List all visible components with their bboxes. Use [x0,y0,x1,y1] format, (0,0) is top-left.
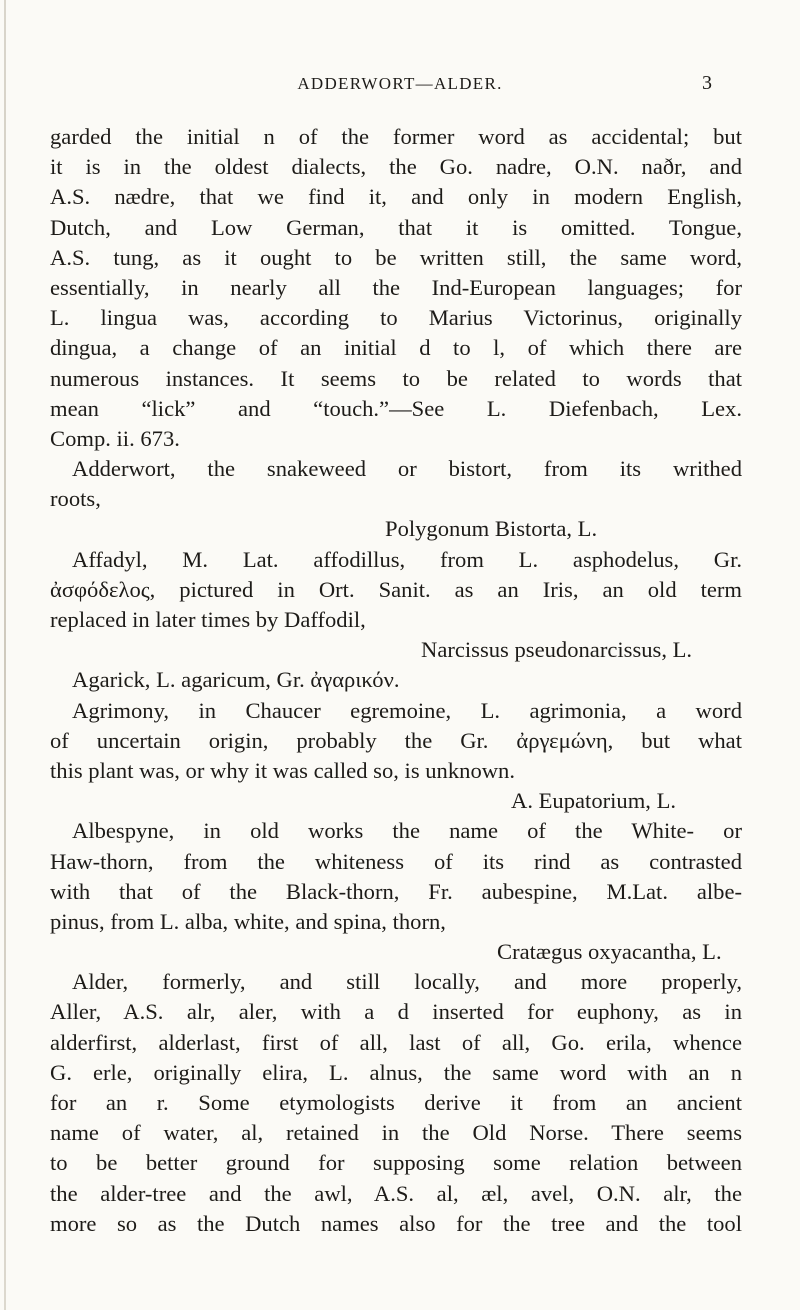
text-line-content: Comp. ii. 673. [50,425,180,451]
text-line-content: name of water, al, retained in the Old Norse. There seems [50,1120,742,1146]
text-line-content: A.S. nædre, that we find it, and only in modern English, [50,184,742,210]
text-line [0,847,800,877]
text-line-content: it is in the oldest dialects, the Go. nadre, O.N. naðr, and [50,154,742,180]
text-line-content: roots, [50,486,101,512]
text-line [0,665,800,695]
text-line-content: the alder-tree and the awl, A.S. al, æl, avel, O.N. alr, the [50,1180,742,1206]
text-line [0,484,800,514]
text-line-content: to be better ground for supposing some relation between [50,1150,742,1176]
text-line [0,605,800,635]
text-line [0,997,800,1027]
text-line-content: of uncertain origin, probably the Gr. ἀργεμώνη, but what [50,727,742,753]
text-line-content: replaced in later times by Daffodil, [50,607,366,632]
text-line-content: Aller, A.S. alr, aler, with a d inserted for euphony, as in [50,999,742,1025]
text-line [0,333,800,363]
text-line [0,756,800,786]
text-line-content: Cratægus oxyacantha, L. [497,939,722,965]
text-line-content: mean “lick” and “touch.”—See L. Diefenbach, Lex. [50,395,742,421]
text-line-content: Adderwort, the snakeweed or bistort, from its writhed [72,456,742,482]
text-line-content: A.S. tung, as it ought to be written still, the same word, [50,244,742,270]
text-line-content: Dutch, and Low German, that it is omitted. Tongue, [50,214,742,240]
text-line [0,1028,800,1058]
text-line-content: dingua, a change of an initial d to l, of which there are [50,335,742,361]
text-line-content: Haw-thorn, from the whiteness of its rind as contrasted [50,848,742,874]
text-line [0,907,800,937]
text-line [0,243,800,273]
text-line [0,696,800,726]
text-line [0,1209,800,1239]
text-line-content: G. erle, originally elira, L. alnus, the same word with an n [50,1059,742,1085]
text-line [0,786,800,816]
text-line-content: Agrimony, in Chaucer egremoine, L. agrimonia, a word [72,697,742,723]
text-line [0,545,800,575]
text-line [0,726,800,756]
text-line [0,937,800,967]
text-line [0,575,800,605]
text-line [0,394,800,424]
text-line-content: Alder, formerly, and still locally, and more properly, [72,969,742,995]
text-line-content: A. Eupatorium, L. [511,788,677,814]
text-line [0,122,800,152]
text-line-content: ἀσφόδελος, pictured in Ort. Sanit. as an Iris, an old term [50,576,742,602]
text-line-content: Albespyne, in old works the name of the White- or [72,818,742,844]
text-line [0,967,800,997]
text-line-content: for an r. Some etymologists derive it from an ancient [50,1090,742,1115]
text-line [0,1088,800,1118]
text-line [0,877,800,907]
text-line-content: garded the initial n of the former word as accidental; but [50,124,742,149]
running-title: ADDERWORT—ALDER. [297,74,503,93]
text-line-content: pinus, from L. alba, white, and spina, thorn, [50,908,446,934]
dictionary-text [0,122,800,1239]
text-line-content: this plant was, or why it was called so, is unknown. [50,757,516,783]
text-line-content: numerous instances. It seems to be related to words that [50,365,742,391]
text-line-content: more so as the Dutch names also for the tree and the tool [50,1210,742,1236]
text-line-content: Narcissus pseudonarcissus, L. [421,637,693,663]
text-line [0,1058,800,1088]
text-line [0,514,800,544]
text-line-content: Agarick, L. agaricum, Gr. ἀγαρικόν. [72,667,400,693]
text-line [0,635,800,665]
text-line [0,364,800,394]
text-line-content: with that of the Black-thorn, Fr. aubespine, M.Lat. albe- [50,878,742,904]
running-header [0,72,800,102]
text-line [0,454,800,484]
text-line [0,1148,800,1178]
text-line [0,424,800,454]
text-line [0,182,800,212]
text-line-content: essentially, in nearly all the Ind-European languages; for [50,274,742,300]
text-line [0,303,800,333]
text-line [0,1179,800,1209]
page-number: 3 [702,72,712,94]
text-line-content: L. lingua was, according to Marius Victorinus, originally [50,305,742,331]
text-line [0,1118,800,1148]
text-line [0,152,800,182]
text-line [0,273,800,303]
text-line [0,213,800,243]
text-line [0,816,800,846]
text-line-content: Affadyl, M. Lat. affodillus, from L. asphodelus, Gr. [72,546,742,572]
text-line-content: alderfirst, alderlast, first of all, last of all, Go. erila, whence [50,1029,742,1055]
text-line-content: Polygonum Bistorta, L. [385,516,598,542]
